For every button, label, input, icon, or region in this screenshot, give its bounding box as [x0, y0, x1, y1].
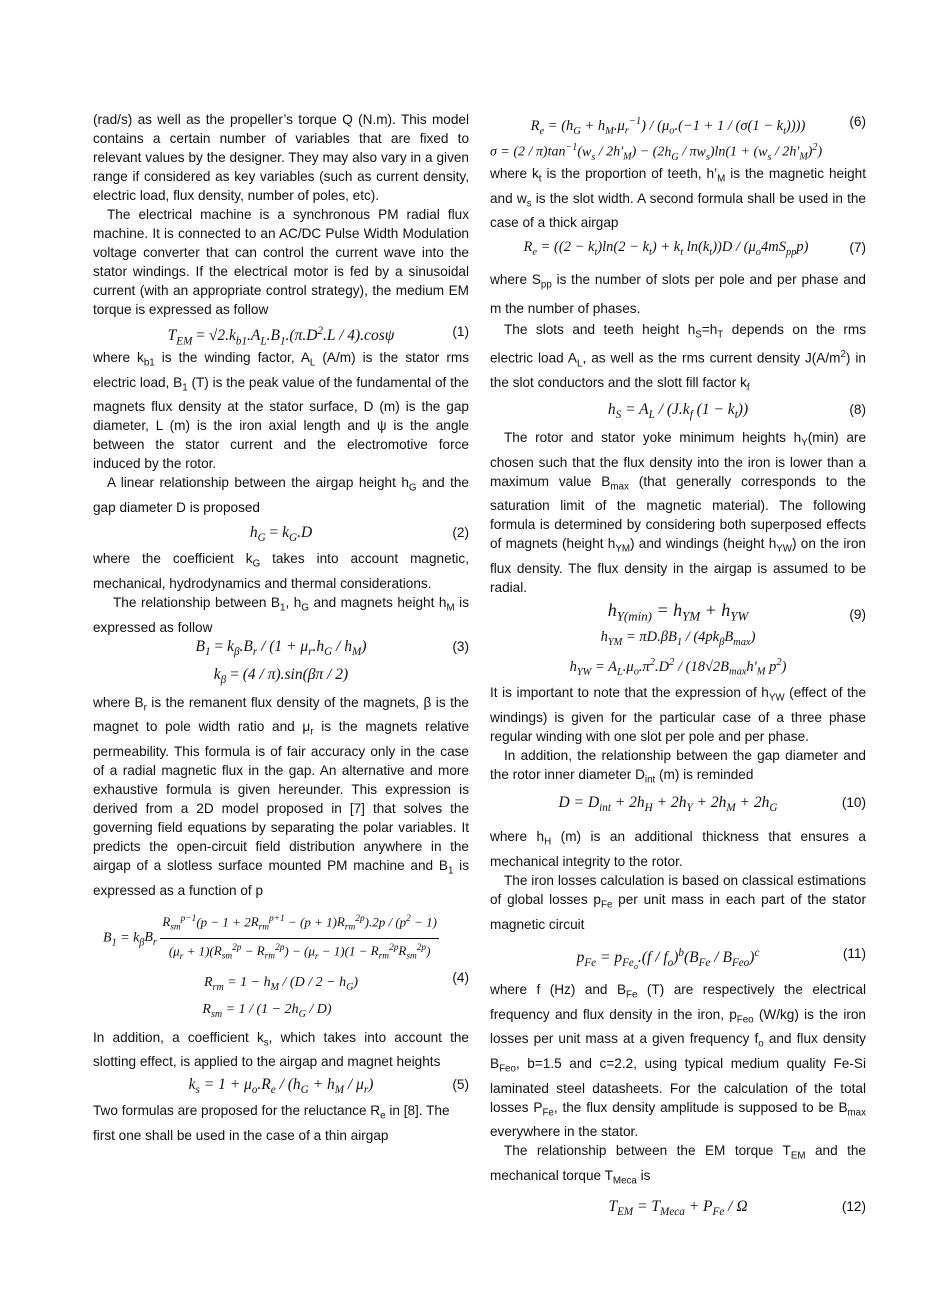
- equation-5: $k_s = 1 + \mu_o.R_e / (h_G + h_M / \mu_r)$ (5): [188, 1076, 469, 1097]
- equation-number: (8): [849, 401, 866, 417]
- equation-number: (6): [849, 114, 866, 129]
- paragraph: Two formulas are proposed for the reluctance $R_e$ in [8]. The first one shall be used in the case of a thin airgap: [93, 1103, 450, 1144]
- paragraph: where the coefficient $k_G$ takes into account magnetic, mechanical, hydrodynamics and thermal considerations.: [93, 551, 469, 591]
- paragraph: where f (Hz) and $B_{Fe}$ (T) are respectively the electrical frequency and flux density in the iron, $p_{Feo}$ (W/kg) is the iron losses per unit mass at a given frequency $f_o$ and flux density $B_{Feo}$, b=1.5 and c=2.2, using typical medium quality Fe-Si laminated steel datasheets. For the calculation of the total losses $P_{Fe}$, the flux density amplitude is supposed to be $B_{max}$ everywhere in the stator.: [490, 981, 866, 1140]
- paragraph: The relationship between $B_1$, $h_G$ and magnets height $h_M$ is expressed as follow: [93, 594, 469, 635]
- paragraph: In addition, a coefficient $k_s$, which takes into account the slotting effect, is applied to the airgap and magnet heights: [93, 1029, 469, 1070]
- left-column: [93, 110, 469, 1145]
- equation-number: (7): [849, 240, 866, 256]
- paragraph: In addition, the relationship between the gap diameter and the rotor inner diameter $D_{int}$ (m) is reminded: [490, 747, 866, 786]
- paragraph: where $B_r$ is the remanent flux density of the magnets, β is the magnet to pole width ratio and $\mu_r$ is the magnets relative permeability. This formula is of fair accuracy only in the case of a radial magnetic flux in the gap. An alternative and more exhaustive formula is given hereunder. This expression is derived from a 2D model proposed in [7] that solves the governing field equations by separating the polar variables. It predicts the open-circuit field distribution anywhere in the airgap of a slotless surface mounted PM machine and $B_1$ is expressed as a function of p: [93, 694, 469, 898]
- paragraph: A linear relationship between the airgap height $h_G$ and the gap diameter D is proposed: [93, 475, 469, 516]
- equation-number: (9): [849, 607, 866, 622]
- equation-6: $R_e = (h_G + h_M.\mu_r^{-1}) / (\mu_o.(-1 + 1 / (\sigma(1 - k_t))))$ (6): [530, 114, 866, 137]
- equation-number: (3): [452, 638, 469, 654]
- equation-10: $D = D_{int} + 2h_H + 2h_Y + 2h_M + 2h_G$ (10): [558, 794, 866, 815]
- paragraph: The relationship between the EM torque $T_{EM}$ and the mechanical torque $T_{Meca}$ is: [490, 1143, 866, 1187]
- equation-3: $B_1 = k_\beta.B_r / (1 + \mu_r.h_G / h_M)$ (3): [195, 637, 469, 658]
- paragraph: The rotor and stator yoke minimum heights $h_Y(\min)$ are chosen such that the flux density into the iron is lower than a maximum value $B_{max}$ (that generally corresponds to the saturation limit of the magnetic material). The following formula is determined by considering both superposed effects of magnets (height $h_{YM}$) and windings (height $h_{YW}$) on the iron flux density. The flux density in the airgap is assumed to be radial.: [490, 429, 867, 595]
- equation-9: $h_{Y(min)} = h_{YM} + h_{YW}$ $h_{YM} = \pi D.\beta B_1 / (4pk_\beta B_{max})$ $h_{YW} = A_L.\mu_o.\pi^2.D^2 / (18√2B_{max}h'_M$ $p^2$) (9): [569, 600, 866, 679]
- equation-3b: $k_\beta = (4 / \pi).\sin(\beta\pi / 2)$: [213, 665, 349, 686]
- equation-number: (1): [452, 324, 469, 339]
- equation-number: (12): [841, 1198, 866, 1214]
- paragraph: where $S_{pp}$ is the number of slots per pole and per phase and m the number of phases.: [490, 272, 866, 317]
- paragraph: The slots and teeth height $h_S=h_T$ depends on the rms electric load $A_L$, as well as the rms current density $J(A/m^2)$ in the slot conductors and the slott fill factor $k_f$: [490, 322, 866, 394]
- equation-number: (10): [841, 795, 866, 811]
- equation-number: (11): [842, 945, 866, 961]
- paragraph: where $k_{b1}$ is the winding factor, $A_L$ (A/m) is the stator rms electric load, $B_1$ (T) is the peak value of the fundamental of the magnets flux density at the stator surface, D (m) is the gap diameter, L (m) is the iron axial length and ψ is the angle between the stator current and the electromotive force induced by the rotor.: [93, 350, 469, 472]
- paragraph: The iron losses calculation is based on classical estimations of global losses $p_{Fe}$ per unit mass in each part of the stator magnetic circuit: [490, 873, 867, 932]
- right-column: [490, 110, 866, 1225]
- equation-number: (2): [452, 525, 469, 541]
- equation-1: $T_{EM} = √2.k_{b1}.A_L.B_1.(\pi.D^2.L / 4).\cos\psi$ (1): [167, 324, 469, 348]
- paragraph: It is important to note that the expression of $h_{YW}$ (effect of the windings) is given for the particular case of a three phase regular winding with one slot per pole and per phase.: [490, 685, 867, 744]
- equation-12: $T_{EM} = T_{Meca} + P_{Fe} / \Omega$ (12): [608, 1197, 866, 1218]
- paragraph: The electrical machine is a synchronous PM radial flux machine. It is connected to an AC/DC Pulse Width Modulation voltage converter that can control the current wave into the stator windings. If the electrical motor is fed by a sinusoidal current (with an appropriate control strategy), the medium EM torque is expressed as follow: [93, 207, 469, 317]
- paragraph: where $k_t$ is the proportion of teeth, $h’_M$ is the magnetic height and $w_s$ is the slot width. A second formula shall be used in the case of a thick airgap: [490, 166, 866, 231]
- equation-11: $p_{Fe} = p_{Fe_o}.(f / f_o)^b(B_{Fe} / B_{Feo})^c$ (11): [576, 945, 866, 972]
- equation-number: (5): [452, 1077, 469, 1093]
- paragraph: (rad/s) as well as the propeller’s torque Q (N.m). This model contains a certain number of variables that are fixed to relevant values by the designer. They may also vary in a given range if considered as key variables (such as current density, electric load, flux density, number of poles, etc).: [93, 112, 469, 203]
- equation-4: $B_1 = k_\beta B_r$ $\frac{R_{sm}^{p-1}(p - 1 + 2R_{rm}^{p+1} - (p + 1)R_{rm}^{2p}).2p / (p^2 - 1)}{(\mu_r + 1)(R_{sm}^{2p} - R_{rm}^{2p}) - (\mu_r - 1)(1 - R_{rm}^{2p}R_{sm}^{2p})}$ $R_{rm} = 1 - h_M / (D / 2 - h_G)$ $R_{sm} = 1 / (1 - 2h_G / D)$ (4): [93, 910, 469, 1028]
- equation-7: $R_e = ((2 - k_t)\ln(2 - k_t) + k_t$ $\ln(k_t))D / (\mu_o4mS_{pp}p)$ (7): [523, 239, 866, 259]
- equation-2: $h_G = k_G.D$ (2): [249, 524, 469, 545]
- paragraph: where $h_H$ (m) is an additional thickness that ensures a mechanical integrity to the rotor.: [490, 829, 866, 870]
- equation-6b: $\sigma = (2 / \pi)\tan^{-1}(w_s / 2h'_M) - (2h_G / \pi w_s)\ln(1 + (w_s / 2h'_M)^2)$: [490, 142, 823, 163]
- equation-8: $h_S = A_L / (J.k_f$ $(1 - k_t)$) (8): [607, 400, 866, 421]
- equation-number: (4): [452, 969, 469, 985]
